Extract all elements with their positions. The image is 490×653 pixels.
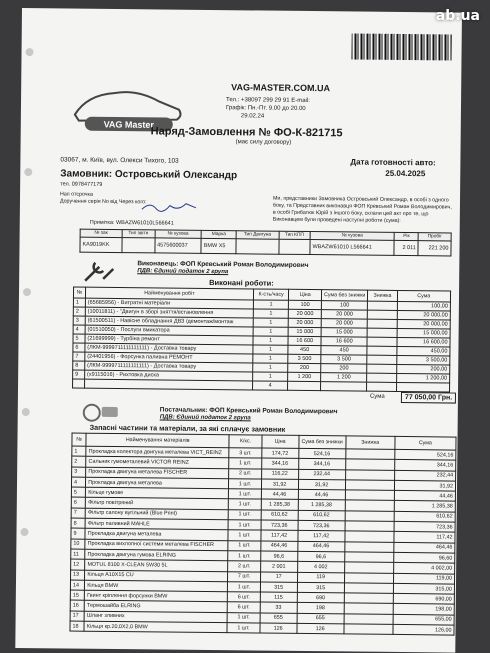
part-cell (345, 531, 394, 542)
work-cell: 200,00 (396, 364, 449, 374)
part-cell: 117,42 (261, 530, 298, 541)
document-subtitle: (має силу договору) (235, 139, 292, 146)
part-cell: 610,62 (298, 510, 345, 521)
signature (140, 199, 200, 214)
vin-note: Примітка: WBAZW61010L566641 (89, 219, 174, 227)
work-cell: 20 000 (289, 309, 322, 318)
work-cell: 8 (73, 361, 85, 370)
part-cell (345, 500, 394, 511)
part-cell: Кільця кр.20,0Х2,0 BMW (84, 621, 227, 633)
part-cell: 11 (71, 549, 85, 559)
part-cell: 2 (72, 456, 86, 466)
work-cell: 1 (253, 345, 288, 354)
part-cell: Прокладка двигуна металева (85, 529, 228, 541)
parts-header-cell: Сума без знижки (298, 435, 345, 448)
work-cell: 1 200 (288, 372, 321, 381)
schedule: Графік: Пн.-Пт. 9.00 до 20.00 (225, 105, 306, 112)
work-cell (367, 355, 396, 364)
work-cell: 20 000 (321, 310, 367, 319)
part-cell: 10 (71, 539, 85, 549)
vehicle-row (80, 237, 451, 256)
customer-phone: тел. 0978477179 (60, 181, 103, 188)
part-cell: 8 (71, 518, 85, 528)
work-cell: (ЛКМ-9999711111111111) - Доставка товару (85, 343, 253, 354)
part-cell: 315 (297, 582, 344, 593)
parts-header-cell: Знижка (346, 436, 395, 450)
part-cell: 1 шт. (228, 509, 261, 520)
payment-type: Нап отсрочка (60, 191, 93, 198)
part-cell: 723,36 (261, 520, 298, 531)
barcode (351, 33, 451, 60)
part-cell: 6 шт. (227, 602, 260, 613)
part-cell (344, 552, 393, 563)
work-cell (321, 382, 367, 391)
part-cell: 723,36 (394, 522, 455, 533)
parts-header-cell: Сума (395, 436, 456, 450)
part-cell: 119,00 (393, 573, 454, 584)
part-cell: 117,42 (394, 532, 455, 543)
part-cell (345, 521, 394, 532)
part-cell (344, 614, 393, 625)
part-cell: 3 (72, 467, 86, 477)
work-cell: 1 200 (321, 373, 367, 382)
vehicle-header-cell: № кузова (155, 230, 202, 238)
work-cell: 20 000,00 (397, 310, 450, 320)
part-cell: 315 (260, 582, 297, 593)
part-cell: 96,6 (261, 551, 298, 562)
part-cell: 1 шт. (228, 520, 261, 531)
part-cell: Шланг зливних (84, 611, 227, 623)
part-cell: 33 (260, 602, 297, 613)
vehicle-cell: 2 011 (394, 240, 418, 255)
part-cell: Прокладка двигуна металева FISCHER (86, 467, 229, 479)
work-cell: 1 200,00 (396, 373, 449, 383)
part-cell: 690,00 (393, 594, 454, 605)
executor-tax: ПДВ: Єдиний податок 2 група (137, 268, 229, 276)
part-cell: 13 (71, 570, 85, 580)
part-cell: 198 (297, 603, 344, 614)
part-cell: Гвинт кріплення форсунки BMW (85, 590, 228, 602)
part-cell: 1 285,38 (261, 500, 298, 511)
work-cell: 15 000 (288, 327, 321, 336)
work-cell: 1 (253, 318, 288, 327)
parts-icon (80, 401, 122, 423)
part-cell: 117,42 (297, 531, 344, 542)
work-cell: 3 500,00 (396, 355, 449, 365)
work-cell: 200 (321, 364, 367, 373)
work-cell (367, 328, 396, 337)
work-cell: 16 600 (321, 337, 367, 346)
work-cell: (ЛКМ-9999711111111111) - Доставка товару (85, 361, 253, 372)
works-header-cell: Сума (397, 290, 450, 302)
part-cell: 1 шт. (228, 499, 261, 510)
part-cell: 524,16 (298, 448, 345, 459)
vehicle-cell (122, 238, 155, 253)
part-cell (345, 470, 394, 481)
part-cell: 464,46 (297, 541, 344, 552)
vehicle-header-cell: Тип Двигуна (236, 231, 278, 239)
vehicle-cell: KA9019KK (80, 237, 122, 252)
work-cell: (24401956) - Форсунка паливна РЕМОНТ (85, 352, 253, 363)
part-cell: Фільтр повітряний (86, 498, 229, 510)
work-cell (367, 346, 396, 355)
part-cell: 4 002,00 (393, 563, 454, 574)
work-cell: 16 600,00 (397, 337, 450, 347)
part-cell: 4 (71, 477, 85, 487)
parts-header-cell: Ціна (262, 435, 299, 448)
schedule-date: 29.02.24 (240, 113, 265, 120)
part-cell: MOTUL 8100 X-CLEAN 5W30 5L (85, 559, 228, 571)
executor-title: Виконавець: ФОП Кревський Роман Володимирович (137, 260, 309, 270)
part-cell: Фільтр салону вугільний (Blue Print) (85, 508, 228, 520)
part-cell: 655 (297, 613, 344, 624)
work-cell: (х9115016) - Рихтовка диска (84, 370, 252, 381)
vehicle-header-cell: Тип КПП (279, 231, 311, 239)
work-cell: 2 (73, 307, 85, 316)
part-cell: 315,00 (393, 583, 454, 594)
work-cell: 15 000,00 (397, 328, 450, 338)
work-cell (367, 382, 396, 391)
work-cell (73, 379, 85, 388)
part-cell: 115 (260, 592, 297, 603)
part-cell: 1 шт. (227, 612, 260, 623)
address: 03067, м. Київ, вул. Олекси Тихого, 103 (60, 156, 179, 165)
vehicle-header-cell: Тип звітн (122, 230, 155, 238)
work-cell: 16 600 (288, 336, 321, 345)
part-cell (345, 511, 394, 522)
work-cell: (65685956) - Витратні матеріали (85, 298, 253, 309)
contact-block (226, 96, 310, 121)
work-cell (367, 337, 396, 346)
work-cell: 1 (73, 298, 85, 307)
work-cell (367, 364, 396, 373)
works-sum-label: Сума (369, 393, 385, 400)
vehicle-header-cell: № зак (80, 229, 122, 237)
agent-statement: Ми, представники Замовника Островський Олександр, в особі з одного боку, та Представник виконавця ФОП Кревський Роман Володимирович, в особі Грибатюк Юрій з іншого боку, склали цей акт про те, що Виконавцем були проведені наступні роботи (сума): (272, 195, 452, 224)
work-cell: 1 (253, 354, 288, 363)
supplier-tax: ПДВ: Єдиний податок 2 група (159, 414, 251, 422)
part-cell (344, 572, 393, 583)
part-cell (344, 624, 393, 635)
work-cell (288, 381, 321, 390)
vehicle-table (79, 229, 451, 257)
part-cell: 610,62 (394, 511, 455, 522)
part-cell: 1 шт. (229, 479, 262, 490)
part-cell: 232,44 (298, 469, 345, 480)
part-cell: 3 шт. (229, 448, 262, 459)
work-cell: 15 000 (321, 328, 367, 337)
part-cell: 1 шт. (229, 489, 262, 500)
part-cell: 119 (297, 572, 344, 583)
part-cell: 126 (296, 623, 343, 634)
work-cell: 20 000,00 (397, 319, 450, 329)
parts-header-cell: № (72, 433, 86, 446)
part-cell: 344,16 (394, 460, 455, 471)
work-cell: 1 (253, 336, 288, 345)
works-title: Виконані роботи: (209, 277, 274, 288)
part-cell: Сальник гумометалевий VICTOR REINZ (86, 456, 229, 468)
work-cell: 1 (253, 309, 288, 318)
work-cell (396, 382, 449, 392)
work-cell: (10011811) - "Двигун в зборі зняття/встановлення (85, 307, 253, 318)
work-cell: 1 (253, 327, 288, 336)
works-header-cell: Ціна (289, 289, 322, 300)
work-cell (84, 379, 252, 390)
vehicle-cell (236, 239, 278, 254)
part-cell (344, 583, 393, 594)
work-cell: 3 500 (288, 354, 321, 363)
work-cell: 1 (253, 372, 288, 381)
part-cell: Фільтр паливний MAHLE (85, 518, 228, 530)
works-header-cell: К-сть/часу (253, 289, 289, 300)
part-cell: 690 (297, 593, 344, 604)
customer-name: Замовник: Островський Олександр (60, 168, 238, 182)
part-cell: 116,22 (261, 469, 298, 480)
part-cell: 44,46 (261, 489, 298, 500)
part-cell: 44,46 (394, 491, 455, 502)
part-cell: 174,72 (262, 448, 299, 459)
work-cell: 100 (321, 301, 367, 310)
part-cell: 4 002 (297, 562, 344, 573)
work-cell: 20 000 (288, 318, 321, 327)
part-cell: 1 шт. (228, 582, 261, 593)
vehicle-cell: BMW X5 (201, 238, 236, 253)
part-cell: 7 шт. (228, 571, 261, 582)
part-cell: 1 шт. (229, 458, 262, 469)
work-cell: (01510050) - Послуги вмикатора (85, 325, 253, 336)
part-cell: 31,92 (298, 479, 345, 490)
work-cell (368, 319, 397, 328)
part-cell: 344,16 (261, 458, 298, 469)
vehicle-cell: 4575600037 (155, 238, 202, 253)
vehicle-header-cell: № кузова (310, 232, 394, 241)
part-cell: 16 (70, 600, 84, 610)
part-cell: 6 шт. (227, 592, 260, 603)
part-cell: 723,36 (298, 520, 345, 531)
vehicle-header-cell: Пробіг (418, 233, 451, 241)
part-cell: 31,92 (261, 479, 298, 490)
payment-info (60, 191, 147, 206)
work-cell: 450,00 (397, 346, 450, 356)
part-cell (344, 593, 393, 604)
work-order-document (15, 8, 462, 653)
work-cell: 5 (73, 334, 85, 343)
part-cell: 126,00 (393, 624, 454, 635)
part-cell: 96,60 (393, 552, 454, 563)
vehicle-header-cell: Рік (394, 232, 418, 240)
part-cell (345, 542, 394, 553)
logo-text: VAG Master (103, 119, 155, 130)
part-cell: 655 (260, 613, 297, 624)
part-cell: 2 шт. (228, 561, 261, 572)
part-cell: 6 (71, 498, 85, 508)
work-cell (368, 310, 397, 319)
work-cell: 3 (73, 316, 85, 325)
part-cell: 232,44 (394, 470, 455, 481)
part-cell: 17 (70, 611, 84, 621)
work-cell: 4 (252, 381, 287, 390)
part-cell: Прокладка двигуна гумова ELRING (85, 549, 228, 561)
part-cell: Прокладка колектора двигуна металева VICT_REINZ (86, 446, 229, 458)
works-header-cell: № (73, 287, 85, 298)
part-cell: 1 шт. (228, 551, 261, 562)
work-cell: 4 (73, 325, 85, 334)
part-cell: Кільця BMW (85, 580, 228, 592)
works-table (72, 287, 451, 393)
work-cell: (21699999) - Турбіна ремонт (85, 334, 253, 345)
part-cell (344, 603, 393, 614)
part-cell: 126 (260, 623, 297, 634)
part-cell (344, 562, 393, 573)
part-cell: Кільце гумове (86, 487, 229, 499)
part-cell: 1 285,38 (394, 501, 455, 512)
part-cell (345, 459, 394, 470)
part-cell: 1 шт. (227, 623, 260, 634)
work-cell: 200 (288, 363, 321, 372)
work-cell: 1 (253, 300, 288, 309)
work-cell: 450 (321, 346, 367, 355)
part-cell: 12 (71, 559, 85, 569)
part-cell: 464,46 (261, 541, 298, 552)
work-cell: 3 500 (321, 355, 367, 364)
part-cell: Термошайба ELRING (84, 601, 227, 613)
part-cell (346, 449, 395, 460)
parts-title: Запасні частини та матеріали, за які сплачує замовник (89, 422, 286, 434)
part-cell: 1 шт. (228, 530, 261, 541)
part-cell: 7 (71, 508, 85, 518)
punch-holes (19, 48, 33, 648)
order-note: Доручення серія No від Через кого: (59, 198, 147, 206)
part-cell: 9 (71, 528, 85, 538)
part-cell: 464,46 (394, 542, 455, 553)
part-cell: 15 (70, 590, 84, 600)
works-sum-value: 77 050,00 Грн. (401, 392, 456, 404)
work-cell: (61500511) - Навісне обладнання ДВЗ /демонтаж/монтаж (85, 316, 253, 327)
supplier-title: Постачальник: ФОП Кревський Роман Володимирович (159, 406, 338, 416)
vehicle-cell (278, 239, 310, 254)
work-cell: 100,00 (397, 301, 450, 311)
vehicle-header-cell: Марка (201, 230, 236, 238)
work-cell (367, 373, 396, 382)
work-cell (368, 301, 397, 310)
wrench-icon (81, 259, 117, 285)
work-cell: 9 (73, 370, 85, 379)
ready-date-value: 25.04.2025 (385, 168, 426, 179)
work-cell: 100 (289, 300, 322, 309)
part-cell: 96,6 (297, 551, 344, 562)
vehicle-cell: 221 200 (418, 241, 451, 256)
work-cell: 6 (73, 343, 85, 352)
works-header-cell: Знижка (368, 290, 397, 301)
document-title: Наряд-Замовлення № ФО-К-821715 (150, 125, 343, 140)
part-cell: 2 001 (260, 561, 297, 572)
contact-phone: Тел.: +38097 299 29 91 E-mail: (226, 97, 310, 105)
parts-table (69, 433, 456, 636)
part-cell: 2 шт. (229, 468, 262, 479)
site-watermark: ab.ua (435, 8, 480, 24)
part-cell (345, 480, 394, 491)
work-cell: 450 (288, 345, 321, 354)
part-cell: Прокладка двигуна металева (86, 477, 229, 489)
part-cell: 17 (260, 572, 297, 583)
part-cell: 1 шт. (228, 540, 261, 551)
works-header-cell: Сума без знижки (322, 290, 368, 301)
work-cell: 20 000 (321, 319, 367, 328)
part-cell: 18 (70, 621, 84, 631)
part-cell: 14 (70, 580, 84, 590)
part-cell: 1 (72, 446, 86, 456)
works-header-cell: Найменування робіт (85, 287, 253, 300)
part-cell: 655,00 (393, 614, 454, 625)
part-cell: 198,00 (393, 604, 454, 615)
ready-date-label: Дата готовності авто: (350, 157, 436, 168)
parts-header-cell: К/кс. (229, 435, 262, 448)
part-cell: Прокладка вихлопної системи металева FISCHER (85, 539, 228, 551)
vehicle-cell: WBAZW61010 L566641 (310, 240, 394, 256)
part-cell: 5 (71, 487, 85, 497)
work-cell: 1 (253, 363, 288, 372)
parts-header-cell: Найменування матеріалів (86, 433, 229, 447)
part-cell (345, 490, 394, 501)
site-url: VAG-MASTER.COM.UA (231, 82, 331, 94)
part-cell: 1 285,38 (298, 500, 345, 511)
part-cell: Кільця A10X15 CU (85, 570, 228, 582)
work-cell: 7 (73, 352, 85, 361)
part-cell: 610,62 (261, 510, 298, 521)
part-cell: 524,16 (395, 449, 456, 460)
part-cell: 44,46 (298, 490, 345, 501)
part-cell: 31,92 (394, 480, 455, 491)
part-cell: 344,16 (298, 459, 345, 470)
